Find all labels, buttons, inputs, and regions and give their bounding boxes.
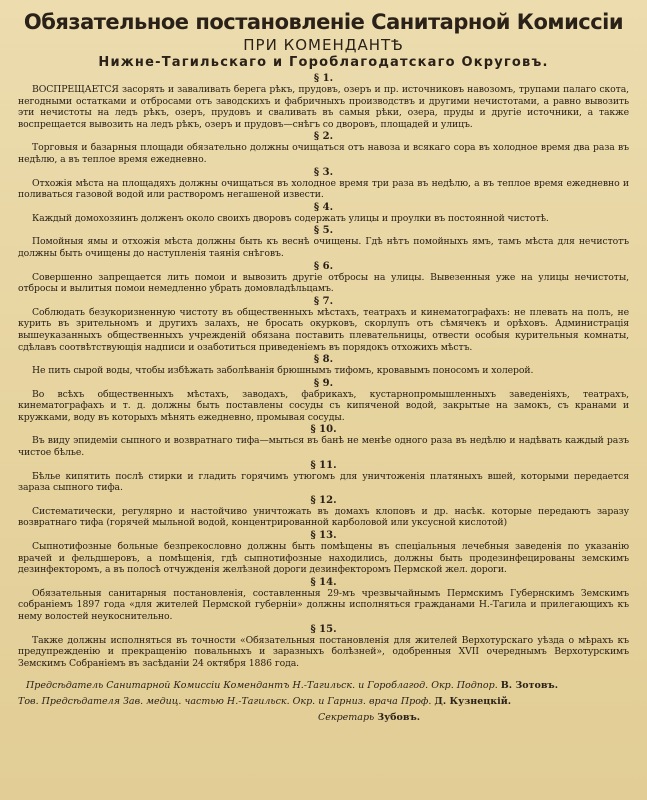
document-subtitle: ПРИ КОМЕНДАНТѢ xyxy=(243,36,404,54)
section-number: § 15. xyxy=(310,623,337,635)
section-text: Торговыя и базарныя площади обязательно должны очищаться отъ навоза и всякаго сора въ холодное время два раза въ недѣлю, а въ теплое время ежедневно. xyxy=(18,142,629,165)
section xyxy=(18,73,629,130)
signature-secretary xyxy=(18,710,629,726)
section-text: Въ виду эпидеміи сыпного и возвратнаго тифа—мыться въ банѣ не менѣе одного раза въ недѣлю и надѣвать каждый разъ чистое бѣлье. xyxy=(18,435,629,459)
section-text: Соблюдать безукоризненную чистоту въ общественныхъ мѣстахъ, театрахъ и кинематографахъ: не плевать на полъ, не курить въ зрительномъ и другихъ залахъ, не бросать окурковъ, скорлупъ отъ сѣмячекъ и орѣховъ. Администрація вышеуказанныхъ общественныхъ учрежденій обязана поставить плевательницы, отвести особыя курительныя комнаты, сдѣлавъ соотвѣтствующія надписи и озаботиться приведеніемъ въ порядокъ отхожихъ мѣстъ. xyxy=(18,306,629,353)
section-text: Совершенно запрещается лить помои и вывозить другіе отбросы на улицы. Вывезенныя уже на улицы нечистоты, отбросы и вылитыя помои немедленно убрать домовладѣльцамъ. xyxy=(18,271,629,295)
section-number: § 9. xyxy=(313,377,334,389)
section-text: Помойныя ямы и отхожія мѣста должны быть къ веснѣ очищены. Гдѣ нѣтъ помойныхъ ямъ, тамъ мѣста для нечистотъ должны быть очищены до наступленія таянія снѣговъ. xyxy=(18,236,629,259)
section-number: § 12. xyxy=(310,494,337,506)
section-number: § 3. xyxy=(313,166,334,178)
section-number: § 6. xyxy=(313,260,334,272)
signature-name: Д. Кузнецкій. xyxy=(434,696,512,708)
section xyxy=(18,424,629,458)
section-number: § 8. xyxy=(313,354,334,366)
section xyxy=(18,354,629,377)
section-number: § 11. xyxy=(310,459,337,471)
document-body xyxy=(18,73,629,669)
section-number: § 5. xyxy=(313,225,334,237)
section-number: § 13. xyxy=(310,530,337,542)
section-text: Во всѣхъ общественныхъ мѣстахъ, заводахъ, фабрикахъ, кустарнопромышленныхъ заведеніяхъ, театрахъ, кинематографахъ и т. д. должны быть поставлены сосуды съ кипяченой водой, закрытые на замокъ, съ кранами и кружками, воду въ которыхъ мѣнять ежедневно, промывая сосуды. xyxy=(18,388,629,423)
section-text: Обязательныя санитарныя постановленія, составленныя 29-мъ чрезвычайнымъ Пермскимъ Губернскимъ Земскимъ собраніемъ 1897 года «для жителей Пермской губерніи» должны исполняться гражданами Н.-Тагила и прилегающихъ къ нему волостей неукоснительно. xyxy=(18,587,629,622)
section-text: ВОСПРЕЩАЕТСЯ засорять и заваливать берега рѣкъ, прудовъ, озеръ и пр. источниковъ навозомъ, трупами палаго скота, негодными остатками и отбросами отъ заводскихъ и фабричныхъ производствъ и другими нечистотами, а равно вывозить эти нечистоты на ледъ рѣкъ, озеръ, прудовъ и сваливать въ самыя рѣки, озера, пруды и другіе источники, а также воспрещается вывозить на ледъ рѣкъ, озеръ и прудовъ—снѣгъ со дворовъ, площадей и улицъ. xyxy=(18,84,629,130)
signature-role: Секретарь xyxy=(318,712,375,724)
signature-name: Зубовъ. xyxy=(377,712,421,724)
section-text: Каждый домохозяинъ долженъ около своихъ дворовъ содержать улицы и проулки въ постоянной чистотѣ. xyxy=(32,212,549,224)
section xyxy=(18,202,629,225)
signature-chairman xyxy=(18,678,629,694)
section-text: Бѣлье кипятить послѣ стирки и гладить горячимъ утюгомъ для уничтоженія платяныхъ вшей, которыми передается зараза сыпного тифа. xyxy=(18,470,629,494)
section xyxy=(18,624,629,670)
section-number: § 4. xyxy=(313,201,334,213)
section xyxy=(18,378,629,424)
section-number: § 10. xyxy=(310,424,337,436)
signature-role: Предсѣдатель Санитарной Комиссіи Комендантъ Н.-Тагильск. и Гороблагод. Окр. Подпор. xyxy=(26,680,498,692)
section xyxy=(18,495,629,529)
signature-deputy xyxy=(18,694,629,710)
section xyxy=(18,225,629,259)
section-text: Также должны исполняться въ точности «Обязательныя постановленія для жителей Верхотурскаго уѣзда о мѣрахъ къ предупрежденію и прекращенію повальныхъ и заразныхъ болѣзней», одобренныя XVII очереднымъ Верхотурскимъ Земскимъ Собраніемъ въ засѣданіи 24 октября 1886 года. xyxy=(18,634,629,669)
section-text: Не пить сырой воды, чтобы избѣжать заболѣванія брюшнымъ тифомъ, кровавымъ поносомъ и холерой. xyxy=(32,365,534,377)
section-text: Систематически, регулярно и настойчиво уничтожать въ домахъ клоповъ и др. насѣк. которые передаютъ заразу возвратнаго тифа (горячей мыльной водой, концентрированной карболовой или уксусной кислотой) xyxy=(18,505,629,529)
section-text: Сыпнотифозные больные безпрекословно должны быть помѣщены въ спеціальныя лечебныя заведенія по указанію врачей и фельдшеровъ, а помѣщенія, гдѣ сыпнотифозные находились, должны быть продезинфецированы земскимъ дезинфекторомъ, а въ полосѣ отчужденія желѣзной дороги дезинфекторомъ Пермской жел. дороги. xyxy=(18,541,629,576)
signatures-block xyxy=(18,678,629,726)
signature-name: В. Зотовъ. xyxy=(500,680,559,692)
section xyxy=(18,167,629,201)
section-number: § 1. xyxy=(313,73,334,84)
section xyxy=(18,261,629,295)
section-number: § 14. xyxy=(310,576,337,588)
section-number: § 2. xyxy=(313,131,334,143)
section-text: Отхожія мѣста на площадяхъ должны очищаться въ холодное время три раза въ недѣлю, а въ теплое время ежедневно и поливаться газовой водой или растворомъ негашеной извести. xyxy=(18,177,629,201)
section xyxy=(18,530,629,576)
section xyxy=(18,296,629,353)
section xyxy=(18,460,629,494)
section xyxy=(18,577,629,623)
signature-role: Тов. Предсѣдателя Зав. медиц. частью Н.-Тагильск. Окр. и Гарниз. врача Проф. xyxy=(18,696,432,708)
document-header xyxy=(18,10,629,71)
section-number: § 7. xyxy=(313,295,334,307)
section xyxy=(18,131,629,165)
document-subtitle-districts: Нижне-Тагильскаго и Гороблагодатскаго Округовъ. xyxy=(98,55,549,70)
document-title: Обязательное постановленіе Санитарной Комиссіи xyxy=(23,10,624,34)
